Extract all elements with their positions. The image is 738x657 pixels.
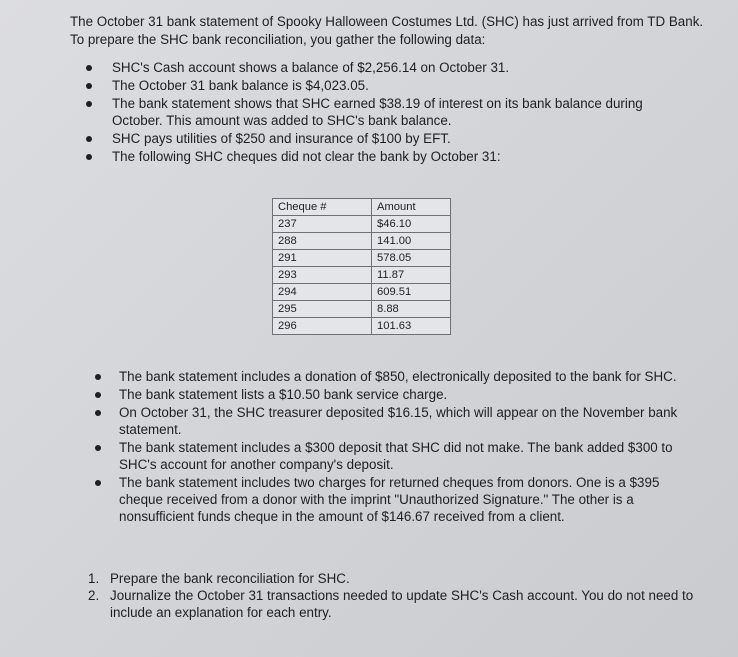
bullet-dot-icon (95, 410, 101, 416)
task-number: 1. (88, 571, 100, 586)
intro-paragraph: The October 31 bank statement of Spooky Halloween Costumes Ltd. (SHC) has just arrived from TD Bank. To prepare the SHC bank reconciliation, you gather the following data: (70, 14, 704, 47)
data-bullet-list-bottom (119, 368, 689, 526)
task-text: Journalize the October 31 transactions needed to update SHC's Cash account. You do not need to include an explanation for each entry. (110, 588, 694, 620)
column-header-cheque: Cheque # (273, 199, 372, 216)
column-header-amount: Amount (372, 199, 451, 216)
amount-cell: 8.88 (372, 301, 451, 318)
amount-cell: $46.10 (372, 216, 451, 233)
bullet-item: The following SHC cheques did not clear the bank by October 31: (112, 148, 672, 165)
table-row (273, 318, 451, 335)
task-text: Prepare the bank reconciliation for SHC. (110, 571, 350, 586)
bullet-item: SHC pays utilities of $250 and insurance of $100 by EFT. (112, 130, 672, 147)
cheque-number-cell: 291 (273, 250, 372, 267)
table-row (273, 250, 451, 267)
amount-cell: 11.87 (372, 267, 451, 284)
cheque-number-cell: 294 (273, 284, 372, 301)
outstanding-cheques-table (272, 198, 451, 335)
bullet-dot-icon (95, 480, 101, 486)
task-item (88, 570, 698, 587)
bullet-item: The bank statement includes a donation of $850, electronically deposited to the bank for SHC. (119, 368, 689, 385)
table-row (273, 267, 451, 284)
bullet-dot-icon (86, 83, 92, 89)
bullet-dot-icon (95, 374, 101, 380)
amount-cell: 578.05 (372, 250, 451, 267)
table-header-row (273, 199, 451, 216)
amount-cell: 609.51 (372, 284, 451, 301)
bullet-item: On October 31, the SHC treasurer deposited $16.15, which will appear on the November bank statement. (119, 404, 689, 438)
bullet-dot-icon (86, 136, 92, 142)
cheque-number-cell: 296 (273, 318, 372, 335)
cheque-number-cell: 295 (273, 301, 372, 318)
data-bullet-list-top (112, 59, 672, 166)
amount-cell: 101.63 (372, 318, 451, 335)
bullet-dot-icon (95, 445, 101, 451)
bullet-item: The bank statement shows that SHC earned $38.19 of interest on its bank balance during October. This amount was added to SHC's bank balance. (112, 95, 672, 129)
bullet-item: The bank statement includes a $300 deposit that SHC did not make. The bank added $300 to SHC's account for another company's deposit. (119, 439, 689, 473)
table-row (273, 301, 451, 318)
cheque-number-cell: 288 (273, 233, 372, 250)
bullet-dot-icon (86, 101, 92, 107)
bullet-item: SHC's Cash account shows a balance of $2,256.14 on October 31. (112, 59, 672, 76)
task-item (88, 587, 698, 621)
bullet-item: The October 31 bank balance is $4,023.05. (112, 77, 672, 94)
amount-cell: 141.00 (372, 233, 451, 250)
table-row (273, 216, 451, 233)
bullet-dot-icon (95, 392, 101, 398)
cheque-number-cell: 293 (273, 267, 372, 284)
bullet-dot-icon (86, 65, 92, 71)
bullet-dot-icon (86, 154, 92, 160)
bullet-item: The bank statement lists a $10.50 bank service charge. (119, 386, 689, 403)
table-row (273, 284, 451, 301)
task-list (88, 570, 698, 621)
cheque-number-cell: 237 (273, 216, 372, 233)
bullet-item: The bank statement includes two charges for returned cheques from donors. One is a $395 cheque received from a donor with the imprint "Unauthorized Signature." The other is a nonsufficient funds cheque in the amount of $146.67 received from a client. (119, 474, 689, 525)
table-row (273, 233, 451, 250)
task-number: 2. (88, 588, 100, 603)
